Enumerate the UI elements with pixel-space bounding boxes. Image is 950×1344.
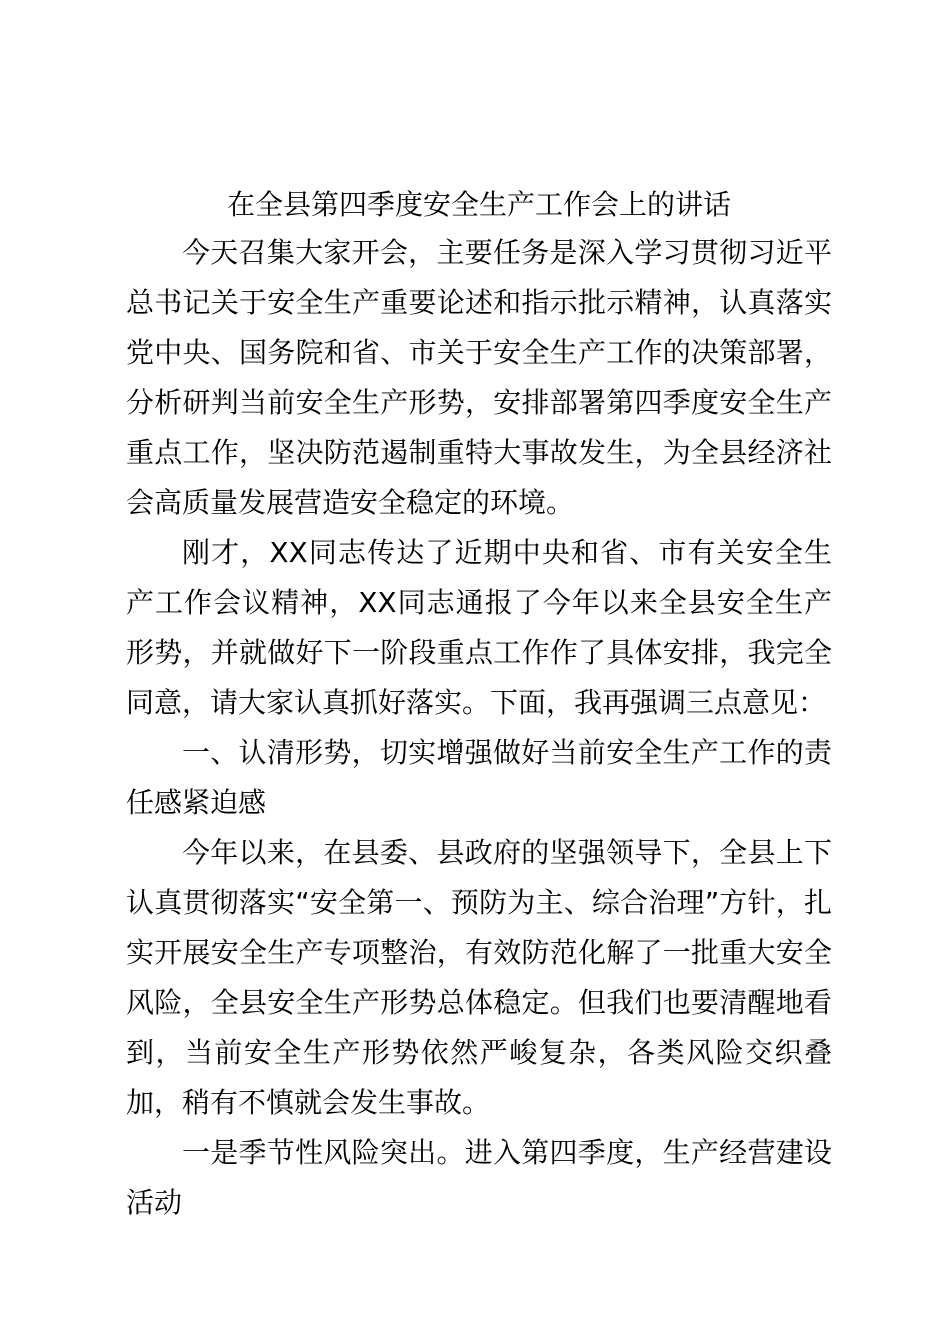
paragraph-summary: 刚才，XX同志传达了近期中央和省、市有关安全生产工作会议精神，XX同志通报了今年以来全县安全生产形势，并就做好下一阶段重点工作作了具体安排，我完全同意，请大家认真抓好落实。下面，我再强调三点意见： [126,536,832,719]
section-heading-1: 一、认清形势，切实增强做好当前安全生产工作的责任感紧迫感 [126,736,832,819]
document-body [126,228,832,1228]
paragraph-risk-1: 一是季节性风险突出。进入第四季度，生产经营建设活动 [126,1136,832,1219]
document-title: 在全县第四季度安全生产工作会上的讲话 [226,188,731,221]
paragraph-situation: 今年以来，在县委、县政府的坚强领导下，全县上下认真贯彻落实“安全第一、预防为主、综合治理”方针，扎实开展安全生产专项整治，有效防范化解了一批重大安全风险，全县安全生产形势总体稳定。但我们也要清醒地看到，当前安全生产形势依然严峻复杂，各类风险交织叠加，稍有不慎就会发生事故。 [126,836,832,1119]
paragraph-intro: 今天召集大家开会，主要任务是深入学习贯彻习近平总书记关于安全生产重要论述和指示批示精神，认真落实党中央、国务院和省、市关于安全生产工作的决策部署，分析研判当前安全生产形势，安排部署第四季度安全生产重点工作，坚决防范遏制重特大事故发生，为全县经济社会高质量发展营造安全稳定的环境。 [126,236,832,519]
